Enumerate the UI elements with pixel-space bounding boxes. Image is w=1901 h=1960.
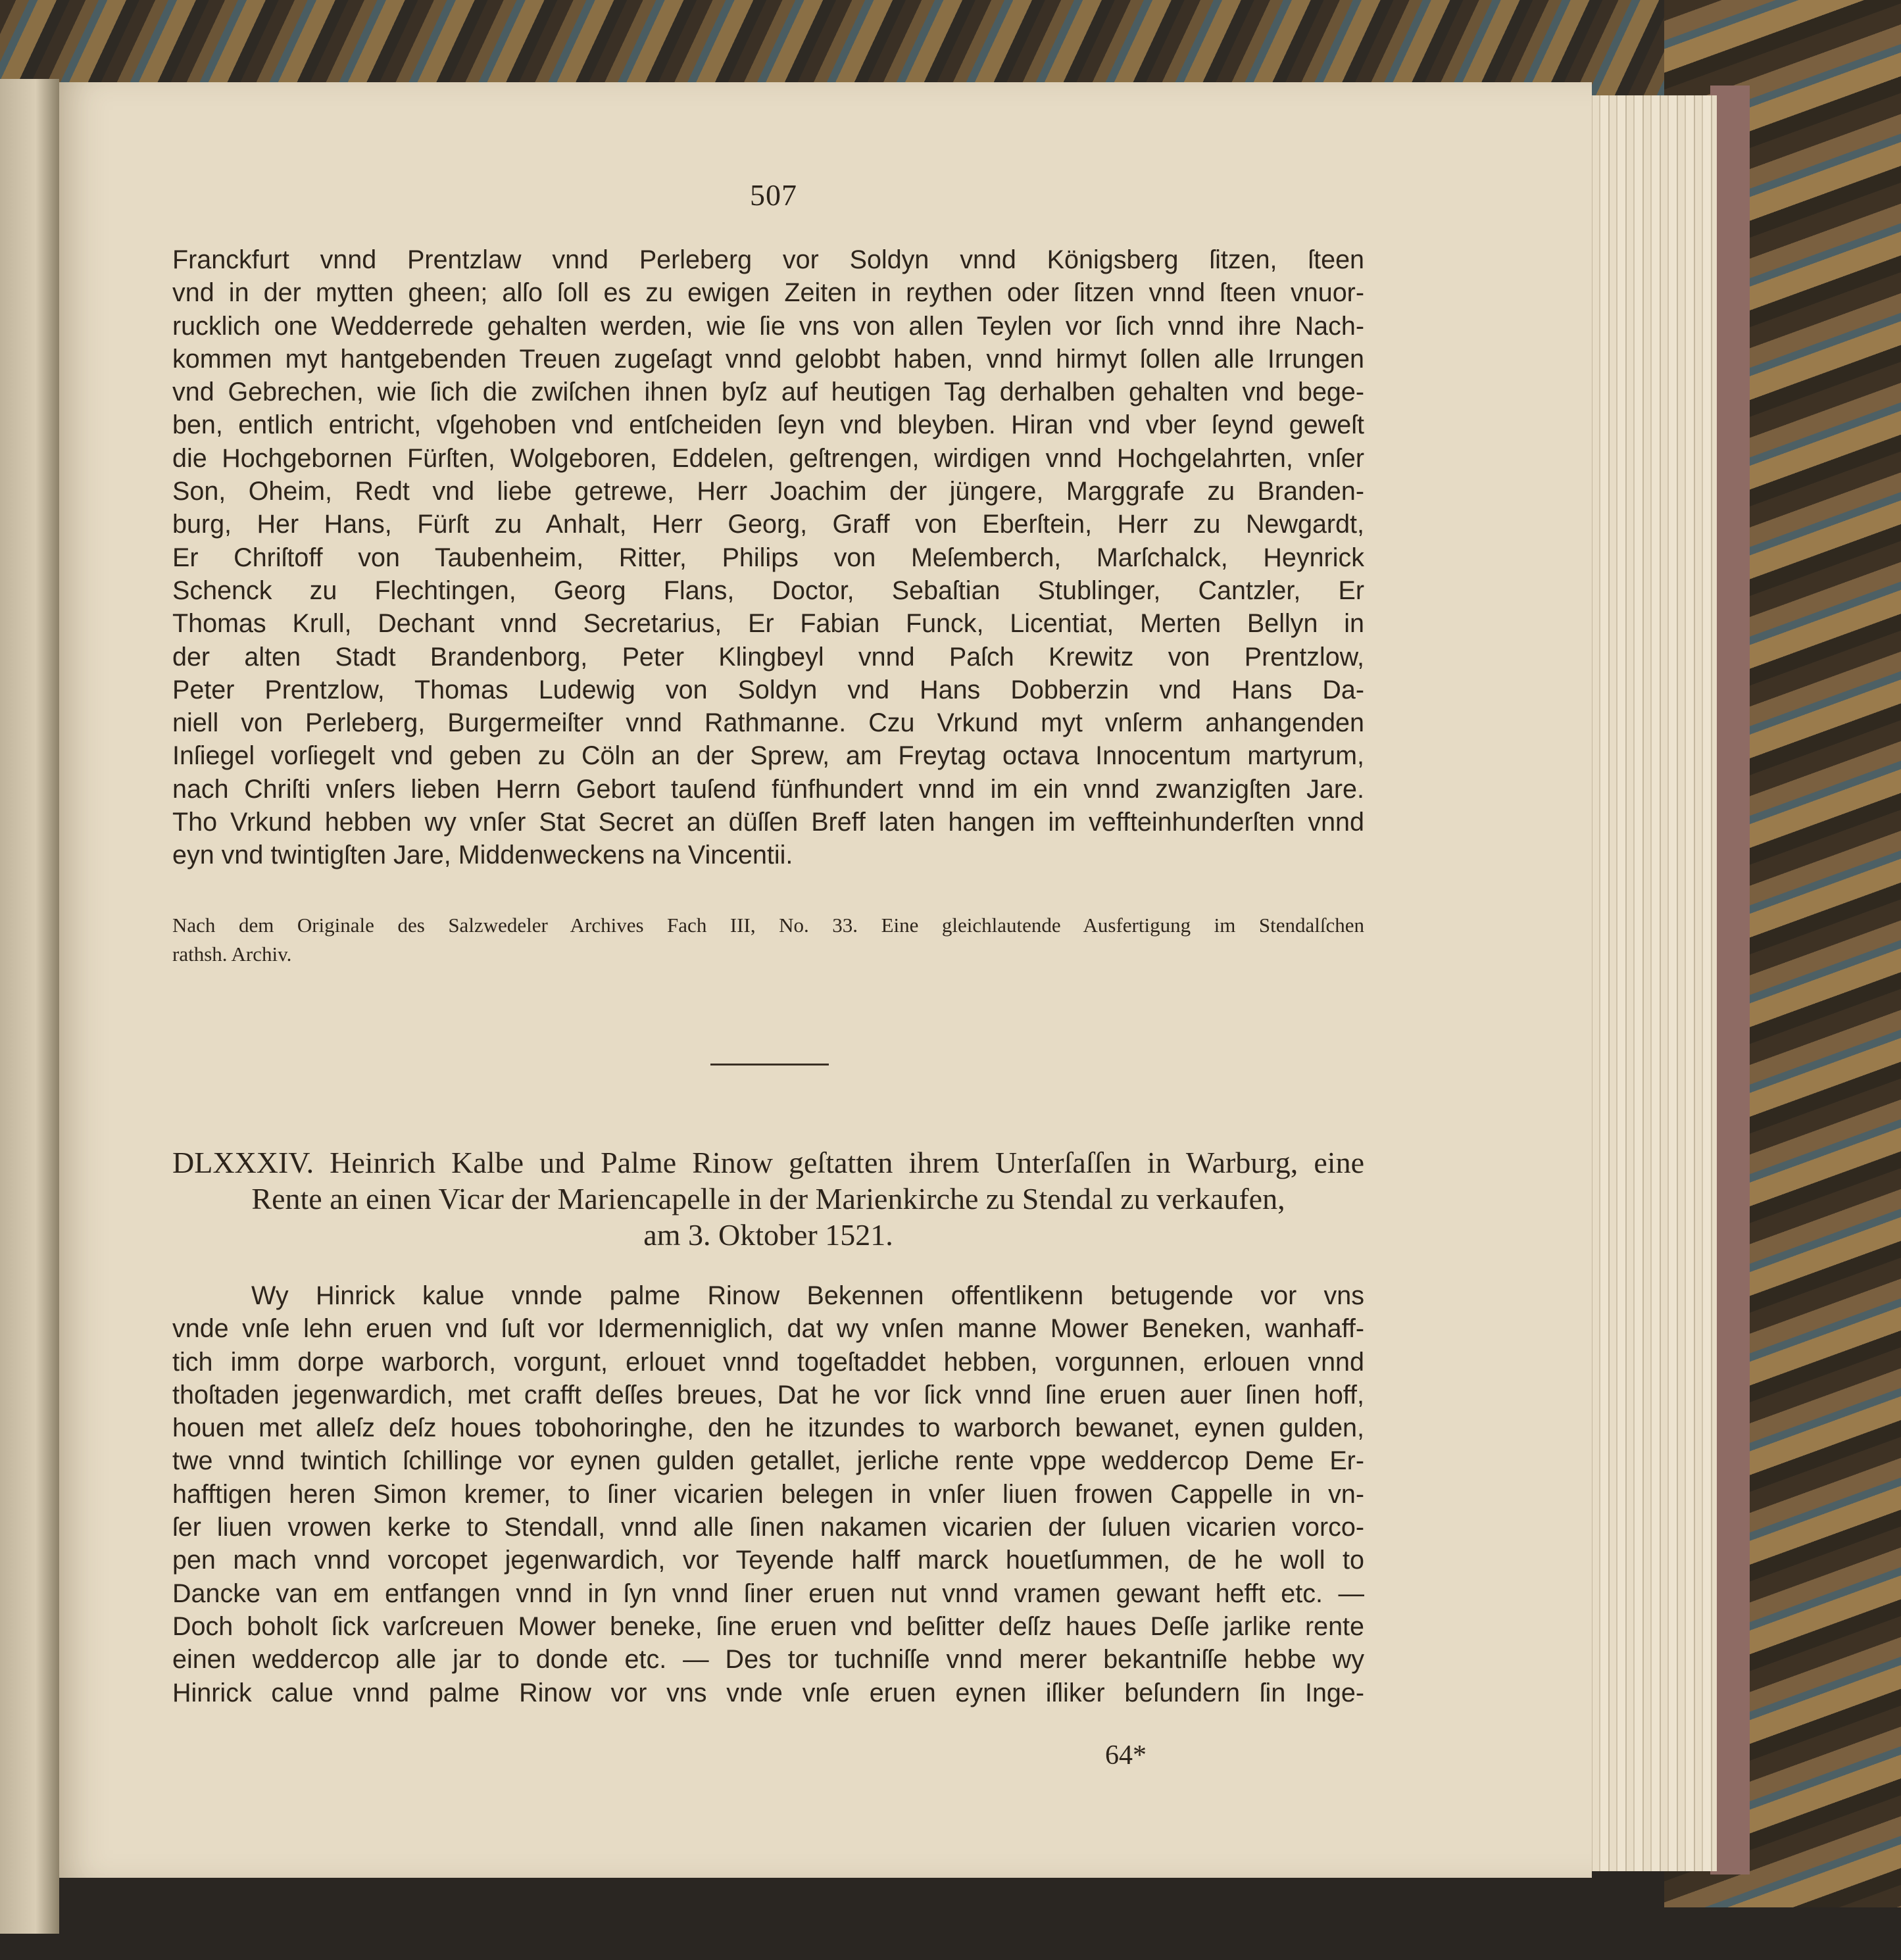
continued-document-text xyxy=(172,243,1364,872)
text-line: der alten Stadt Brandenborg, Peter Klingbeyl vnnd Paſch Krewitz von Prentzlow, xyxy=(172,642,1364,672)
page-edges xyxy=(1575,95,1717,1871)
text-line: Hinrick calue vnnd palme Rinow vor vns vnde vnſe eruen eynen iſliker beſundern ſin Inge- xyxy=(172,1678,1364,1707)
source-line: Nach dem Originale des Salzwedeler Archives Fach III, No. 33. Eine gleichlautende Ausfertigung im Stendalſchen xyxy=(172,914,1364,937)
text-line: burg, Her Hans, Fürſt zu Anhalt, Herr Georg, Graff von Eberſtein, Herr zu Newgardt, xyxy=(172,510,1364,539)
source-note xyxy=(172,911,1364,969)
document-text xyxy=(172,1279,1364,1709)
text-line: einen weddercop alle jar to donde etc. — Des tor tuchniſſe vnnd merer bekantniſſe hebbe wy xyxy=(172,1645,1364,1675)
text-line: Thomas Krull, Dechant vnnd Secretarius, Er Fabian Funck, Licentiat, Merten Bellyn in xyxy=(172,609,1364,639)
text-line: die Hochgebornen Fürſten, Wolgeboren, Eddelen, geſtrengen, wirdigen vnnd Hochgelahrten, vnſer xyxy=(172,443,1364,473)
facing-page-edge xyxy=(0,79,59,1934)
text-line: houen met alleſz deſz houes tobohoringhe, den he itzundes to warborch bewanet, eynen gulden, xyxy=(172,1413,1364,1443)
text-line: Er Chriſtoff von Taubenheim, Ritter, Philips von Meſemberch, Marſchalck, Heynrick xyxy=(172,543,1364,572)
heading-line: am 3. Oktober 1521. xyxy=(643,1218,893,1252)
text-line: ſer liuen vrowen kerke to Stendall, vnnd alle ſinen nakamen vicarien der ſuluen vicarien vorco- xyxy=(172,1513,1364,1542)
text-line: pen mach vnnd vorcopet jegenwardich, vor Teyende halff marck houetſummen, de he woll to xyxy=(172,1546,1364,1575)
text-line: Dancke van em entfangen vnnd in ſyn vnnd ſiner eruen nut vnnd vramen gewant hefft etc. — xyxy=(172,1579,1364,1608)
heading-line: Rente an einen Vicar der Mariencapelle in der Marienkirche zu Stendal zu verkaufen, xyxy=(251,1182,1285,1215)
text-line: Doch boholt ſick varſcreuen Mower beneke, ſine eruen vnd beſitter deſſz haues Deſſe jarlike rente xyxy=(172,1611,1364,1641)
text-line: kommen myt hantgebenden Treuen zugeſagt vnnd gelobbt haben, vnnd hirmyt ſollen alle Irrungen xyxy=(172,344,1364,374)
text-line: Schenck zu Flechtingen, Georg Flans, Doctor, Sebaſtian Stublinger, Cantzler, Er xyxy=(172,576,1364,605)
text-line: hafftigen heren Simon kremer, to ſiner vicarien belegen in vnſer liuen frowen Cappelle in vn- xyxy=(172,1479,1364,1509)
text-line: tich imm dorpe warborch, vorgunt, erlouet vnnd togeſtaddet hebben, vorgunnen, erlouen vnnd xyxy=(172,1347,1364,1377)
heading-line: DLXXXIV. Heinrich Kalbe und Palme Rinow geſtatten ihrem Unterſaſſen in Warburg, eine xyxy=(172,1146,1364,1179)
text-line: Tho Vrkund hebben wy vnſer Stat Secret an düſſen Breff laten hangen im veffteinhunderſten vnnd xyxy=(172,808,1364,837)
text-line: Franckfurt vnnd Prentzlaw vnnd Perleberg vor Soldyn vnnd Königsberg ſitzen, ſteen xyxy=(172,245,1364,274)
source-line: rathsh. Archiv. xyxy=(172,943,292,966)
section-divider xyxy=(710,1064,829,1066)
text-line: eyn vnd twintigſten Jare, Middenweckens na Vincentii. xyxy=(172,841,793,870)
text-line: nach Chriſti vnſers lieben Herrn Gebort tauſend fünfhundert vnnd im ein vnnd zwanzigſten Jare. xyxy=(172,774,1364,804)
text-line: Wy Hinrick kalue vnnde palme Rinow Bekennen offentlikenn betugende vor vns xyxy=(251,1281,1364,1310)
text-line: twe vnnd twintich ſchillinge vor eynen gulden getallet, jerliche rente vppe weddercop Deme Er- xyxy=(172,1446,1364,1476)
page-number: 507 xyxy=(750,178,797,212)
text-line: vnd Gebrechen, wie ſich die zwiſchen ihnen byſz auf heutigen Tag derhalben gehalten vnd bege- xyxy=(172,378,1364,407)
text-line: vnd in der mytten gheen; alſo ſoll es zu ewigen Zeiten in reythen oder ſitzen vnnd ſteen vnuor- xyxy=(172,278,1364,308)
text-line: Inſiegel vorſiegelt vnd geben zu Cöln an der Sprew, am Freytag octava Innocentum martyrum, xyxy=(172,741,1364,771)
document-heading xyxy=(172,1144,1364,1253)
text-line: ben, entlich entricht, vſgehoben vnd entſcheiden ſeyn vnd bleyben. Hiran vnd vber ſeynd geweſt xyxy=(172,410,1364,440)
sheet-signature: 64* xyxy=(1105,1740,1147,1771)
text-line: Son, Oheim, Redt vnd liebe getrewe, Herr Joachim der jüngere, Marggrafe zu Branden- xyxy=(172,477,1364,506)
text-line: vnde vnſe lehn eruen vnd ſuſt vor Idermenniglich, dat wy vnſen manne Mower Beneken, wanhaff- xyxy=(172,1314,1364,1344)
text-line: niell von Perleberg, Burgermeiſter vnnd Rathmanne. Czu Vrkund myt vnſerm anhangenden xyxy=(172,708,1364,738)
text-line: Peter Prentzlow, Thomas Ludewig von Soldyn vnd Hans Dobberzin vnd Hans Da- xyxy=(172,675,1364,704)
text-line: thoſtaden jegenwardich, met crafft deſſes breues, Dat he vor ſick vnnd ſine eruen auer ſinen hoff, xyxy=(172,1380,1364,1409)
text-line: rucklich one Wedderrede gehalten werden, wie ſie vns von allen Teylen vor ſich vnnd ihre Nach- xyxy=(172,311,1364,341)
